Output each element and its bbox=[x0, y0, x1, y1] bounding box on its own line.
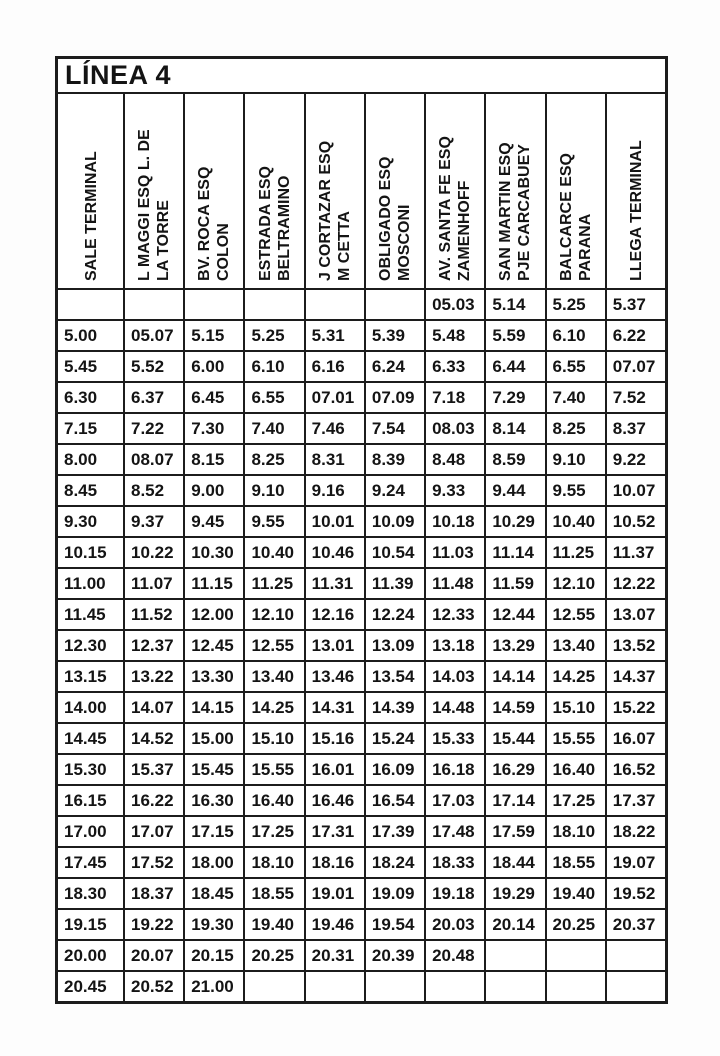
time-cell: 12.10 bbox=[545, 569, 605, 598]
time-cell: 13.01 bbox=[304, 631, 364, 660]
time-cell: 12.45 bbox=[183, 631, 243, 660]
time-cell: 05.07 bbox=[123, 321, 183, 350]
time-cell: 11.14 bbox=[484, 538, 544, 567]
table-row bbox=[58, 412, 665, 443]
time-cell: 10.09 bbox=[364, 507, 424, 536]
time-cell: 07.01 bbox=[304, 383, 364, 412]
time-cell: 13.29 bbox=[484, 631, 544, 660]
time-cell: 16.29 bbox=[484, 755, 544, 784]
time-cell: 08.03 bbox=[424, 414, 484, 443]
time-cell: 15.24 bbox=[364, 724, 424, 753]
table-row bbox=[58, 567, 665, 598]
time-cell: 6.55 bbox=[243, 383, 303, 412]
time-cell: 05.03 bbox=[424, 290, 484, 319]
time-cell: 7.46 bbox=[304, 414, 364, 443]
table-row bbox=[58, 629, 665, 660]
time-cell bbox=[58, 290, 123, 319]
time-cell: 8.48 bbox=[424, 445, 484, 474]
time-cell: 14.25 bbox=[545, 662, 605, 691]
time-cell bbox=[243, 972, 303, 1001]
time-cell: 12.55 bbox=[545, 600, 605, 629]
time-cell: 19.22 bbox=[123, 910, 183, 939]
time-cell: 15.45 bbox=[183, 755, 243, 784]
time-cell: 5.14 bbox=[484, 290, 544, 319]
table-row bbox=[58, 970, 665, 1001]
time-cell: 15.10 bbox=[243, 724, 303, 753]
time-cell: 9.24 bbox=[364, 476, 424, 505]
time-cell: 5.25 bbox=[545, 290, 605, 319]
time-cell: 5.25 bbox=[243, 321, 303, 350]
time-cell: 20.25 bbox=[243, 941, 303, 970]
time-cell: 15.33 bbox=[424, 724, 484, 753]
time-cell: 19.30 bbox=[183, 910, 243, 939]
time-cell: 7.29 bbox=[484, 383, 544, 412]
time-cell bbox=[605, 941, 665, 970]
time-cell: 11.07 bbox=[123, 569, 183, 598]
time-cell: 15.30 bbox=[64, 759, 107, 779]
time-cell: 10.18 bbox=[424, 507, 484, 536]
time-cell: 5.15 bbox=[183, 321, 243, 350]
table-row bbox=[58, 319, 665, 350]
time-cell: 8.25 bbox=[243, 445, 303, 474]
time-cell: 7.15 bbox=[64, 418, 98, 438]
time-cell: 6.10 bbox=[243, 352, 303, 381]
table-row bbox=[58, 350, 665, 381]
time-cell bbox=[605, 972, 665, 1001]
time-cell: 10.46 bbox=[304, 538, 364, 567]
time-cell bbox=[243, 290, 303, 319]
time-cell: 14.37 bbox=[605, 662, 665, 691]
time-cell: 21.00 bbox=[183, 972, 243, 1001]
time-cell: 14.39 bbox=[364, 693, 424, 722]
time-cell: 20.39 bbox=[364, 941, 424, 970]
time-cell: 15.10 bbox=[545, 693, 605, 722]
time-cell: 13.52 bbox=[605, 631, 665, 660]
table-row bbox=[58, 877, 665, 908]
header-label: BV. ROCA ESQ COLON bbox=[196, 166, 233, 281]
time-cell: 15.00 bbox=[183, 724, 243, 753]
time-cell: 16.18 bbox=[424, 755, 484, 784]
time-cell: 14.48 bbox=[424, 693, 484, 722]
time-cell: 16.52 bbox=[605, 755, 665, 784]
time-cell: 5.31 bbox=[304, 321, 364, 350]
time-cell: 11.03 bbox=[424, 538, 484, 567]
time-cell: 16.07 bbox=[605, 724, 665, 753]
time-cell: 17.39 bbox=[364, 817, 424, 846]
time-cell: 11.45 bbox=[64, 604, 106, 624]
time-cell: 14.45 bbox=[64, 728, 107, 748]
time-cell: 11.37 bbox=[605, 538, 665, 567]
time-cell bbox=[484, 972, 544, 1001]
time-cell: 17.14 bbox=[484, 786, 544, 815]
header-label: SALE TERMINAL bbox=[82, 151, 99, 281]
time-cell: 10.22 bbox=[123, 538, 183, 567]
time-cell: 11.25 bbox=[545, 538, 605, 567]
time-cell: 9.00 bbox=[183, 476, 243, 505]
time-cell: 18.10 bbox=[545, 817, 605, 846]
time-cell: 8.14 bbox=[484, 414, 544, 443]
time-cell: 6.24 bbox=[364, 352, 424, 381]
time-cell: 18.37 bbox=[123, 879, 183, 908]
header-cell-3 bbox=[243, 94, 303, 288]
time-cell: 18.44 bbox=[484, 848, 544, 877]
time-cell: 8.00 bbox=[64, 449, 98, 469]
table-row bbox=[58, 474, 665, 505]
time-cell: 10.54 bbox=[364, 538, 424, 567]
table-row bbox=[58, 660, 665, 691]
time-cell: 15.37 bbox=[123, 755, 183, 784]
time-cell: 20.00 bbox=[64, 945, 107, 965]
time-cell: 14.14 bbox=[484, 662, 544, 691]
time-cell: 18.22 bbox=[605, 817, 665, 846]
time-cell: 9.33 bbox=[424, 476, 484, 505]
time-cell: 18.30 bbox=[64, 883, 107, 903]
time-cell: 11.00 bbox=[64, 573, 106, 593]
time-cell: 14.03 bbox=[424, 662, 484, 691]
time-cell: 6.10 bbox=[545, 321, 605, 350]
time-cell bbox=[364, 972, 424, 1001]
table-row bbox=[58, 908, 665, 939]
time-cell: 11.25 bbox=[243, 569, 303, 598]
header-cell-7 bbox=[484, 94, 544, 288]
time-cell: 07.07 bbox=[605, 352, 665, 381]
time-cell: 15.22 bbox=[605, 693, 665, 722]
time-cell: 9.55 bbox=[545, 476, 605, 505]
table-row bbox=[58, 815, 665, 846]
time-cell: 16.46 bbox=[304, 786, 364, 815]
time-cell bbox=[304, 290, 364, 319]
time-cell: 9.30 bbox=[64, 511, 98, 531]
time-cell: 17.45 bbox=[64, 852, 107, 872]
time-cell: 19.18 bbox=[424, 879, 484, 908]
time-cell: 17.25 bbox=[545, 786, 605, 815]
time-cell: 17.00 bbox=[64, 821, 107, 841]
header-cell-0 bbox=[58, 94, 123, 288]
time-cell: 20.25 bbox=[545, 910, 605, 939]
time-cell: 16.01 bbox=[304, 755, 364, 784]
time-cell: 9.16 bbox=[304, 476, 364, 505]
time-cell: 5.39 bbox=[364, 321, 424, 350]
time-cell: 6.16 bbox=[304, 352, 364, 381]
table-row bbox=[58, 939, 665, 970]
time-cell: 20.48 bbox=[424, 941, 484, 970]
time-cell: 5.00 bbox=[64, 325, 98, 345]
time-cell: 12.55 bbox=[243, 631, 303, 660]
time-cell: 10.07 bbox=[605, 476, 665, 505]
time-cell: 10.29 bbox=[484, 507, 544, 536]
time-cell: 16.22 bbox=[123, 786, 183, 815]
header-label: LLEGA TERMINAL bbox=[627, 140, 645, 281]
header-label: AV. SANTA FE ESQ ZAMENHOFF bbox=[437, 136, 474, 281]
time-cell: 10.15 bbox=[64, 542, 107, 562]
time-cell: 8.15 bbox=[183, 445, 243, 474]
header-cell-1 bbox=[123, 94, 183, 288]
time-cell: 13.46 bbox=[304, 662, 364, 691]
time-cell: 16.40 bbox=[243, 786, 303, 815]
time-cell: 17.31 bbox=[304, 817, 364, 846]
time-cell: 20.37 bbox=[605, 910, 665, 939]
time-cell: 11.39 bbox=[364, 569, 424, 598]
time-cell: 17.37 bbox=[605, 786, 665, 815]
time-cell: 18.16 bbox=[304, 848, 364, 877]
time-cell: 17.25 bbox=[243, 817, 303, 846]
time-cell: 18.55 bbox=[545, 848, 605, 877]
time-cell: 6.33 bbox=[424, 352, 484, 381]
time-cell: 17.07 bbox=[123, 817, 183, 846]
time-cell: 13.18 bbox=[424, 631, 484, 660]
time-cell: 16.15 bbox=[64, 790, 107, 810]
time-cell: 7.40 bbox=[545, 383, 605, 412]
header-label: L MAGGI ESQ L. DE LA TORRE bbox=[136, 129, 173, 281]
time-cell: 18.24 bbox=[364, 848, 424, 877]
time-cell: 19.01 bbox=[304, 879, 364, 908]
time-cell: 17.15 bbox=[183, 817, 243, 846]
header-label: ESTRADA ESQ BELTRAMINO bbox=[256, 166, 293, 281]
time-cell: 5.52 bbox=[123, 352, 183, 381]
table-row bbox=[58, 784, 665, 815]
time-cell: 13.22 bbox=[123, 662, 183, 691]
time-cell: 10.40 bbox=[243, 538, 303, 567]
time-cell: 12.24 bbox=[364, 600, 424, 629]
time-cell: 20.45 bbox=[64, 976, 107, 996]
time-cell: 17.59 bbox=[484, 817, 544, 846]
time-cell: 20.52 bbox=[123, 972, 183, 1001]
header-cell-2 bbox=[183, 94, 243, 288]
time-cell: 14.31 bbox=[304, 693, 364, 722]
time-cell: 9.37 bbox=[123, 507, 183, 536]
time-cell: 6.00 bbox=[183, 352, 243, 381]
time-cell bbox=[545, 972, 605, 1001]
time-cell: 20.15 bbox=[183, 941, 243, 970]
time-cell: 15.55 bbox=[545, 724, 605, 753]
header-cell-6 bbox=[424, 94, 484, 288]
time-cell: 19.54 bbox=[364, 910, 424, 939]
time-cell: 14.25 bbox=[243, 693, 303, 722]
header-label: SAN MARTIN ESQ PJE CARCABUEY bbox=[497, 142, 534, 281]
time-cell: 20.14 bbox=[484, 910, 544, 939]
table-row bbox=[58, 536, 665, 567]
time-cell: 7.52 bbox=[605, 383, 665, 412]
time-cell: 19.09 bbox=[364, 879, 424, 908]
table-title: LÍNEA 4 bbox=[58, 59, 665, 94]
time-cell: 19.46 bbox=[304, 910, 364, 939]
table-row bbox=[58, 722, 665, 753]
time-cell: 9.44 bbox=[484, 476, 544, 505]
time-cell: 14.00 bbox=[64, 697, 107, 717]
time-cell: 12.30 bbox=[64, 635, 107, 655]
time-cell: 7.40 bbox=[243, 414, 303, 443]
time-cell: 9.10 bbox=[243, 476, 303, 505]
table-row bbox=[58, 846, 665, 877]
time-cell: 7.18 bbox=[424, 383, 484, 412]
time-cell bbox=[545, 941, 605, 970]
time-cell: 14.59 bbox=[484, 693, 544, 722]
time-cell: 12.10 bbox=[243, 600, 303, 629]
time-cell: 10.30 bbox=[183, 538, 243, 567]
time-cell: 6.30 bbox=[64, 387, 98, 407]
time-cell: 16.54 bbox=[364, 786, 424, 815]
time-cell: 20.31 bbox=[304, 941, 364, 970]
time-cell: 12.33 bbox=[424, 600, 484, 629]
time-cell bbox=[183, 290, 243, 319]
time-cell: 14.15 bbox=[183, 693, 243, 722]
time-cell: 18.55 bbox=[243, 879, 303, 908]
time-cell: 15.44 bbox=[484, 724, 544, 753]
time-cell: 7.54 bbox=[364, 414, 424, 443]
header-label: J CORTAZAR ESQ M CETTA bbox=[316, 140, 353, 281]
time-cell: 13.40 bbox=[545, 631, 605, 660]
time-cell: 13.30 bbox=[183, 662, 243, 691]
time-cell: 15.55 bbox=[243, 755, 303, 784]
table-row bbox=[58, 505, 665, 536]
time-cell: 16.40 bbox=[545, 755, 605, 784]
time-cell: 19.40 bbox=[243, 910, 303, 939]
time-cell: 9.55 bbox=[243, 507, 303, 536]
time-cell: 8.37 bbox=[605, 414, 665, 443]
time-cell: 14.52 bbox=[123, 724, 183, 753]
time-cell: 19.52 bbox=[605, 879, 665, 908]
time-cell: 5.59 bbox=[484, 321, 544, 350]
time-cell: 13.09 bbox=[364, 631, 424, 660]
time-cell: 17.52 bbox=[123, 848, 183, 877]
time-cell: 16.09 bbox=[364, 755, 424, 784]
time-cell bbox=[484, 941, 544, 970]
time-cell: 9.10 bbox=[545, 445, 605, 474]
table-body bbox=[58, 290, 665, 1001]
time-cell: 9.45 bbox=[183, 507, 243, 536]
time-cell: 5.48 bbox=[424, 321, 484, 350]
time-cell bbox=[364, 290, 424, 319]
time-cell: 8.59 bbox=[484, 445, 544, 474]
time-cell: 12.44 bbox=[484, 600, 544, 629]
time-cell: 16.30 bbox=[183, 786, 243, 815]
time-cell: 17.03 bbox=[424, 786, 484, 815]
time-cell: 6.55 bbox=[545, 352, 605, 381]
time-cell: 15.16 bbox=[304, 724, 364, 753]
time-cell: 13.54 bbox=[364, 662, 424, 691]
time-cell: 6.22 bbox=[605, 321, 665, 350]
time-cell: 12.22 bbox=[605, 569, 665, 598]
header-row bbox=[58, 94, 665, 290]
table-row bbox=[58, 598, 665, 629]
time-cell: 18.33 bbox=[424, 848, 484, 877]
time-cell: 07.09 bbox=[364, 383, 424, 412]
time-cell: 08.07 bbox=[123, 445, 183, 474]
time-cell: 8.39 bbox=[364, 445, 424, 474]
time-cell: 20.03 bbox=[424, 910, 484, 939]
time-cell: 8.25 bbox=[545, 414, 605, 443]
time-cell: 14.07 bbox=[123, 693, 183, 722]
time-cell: 13.07 bbox=[605, 600, 665, 629]
time-cell: 13.40 bbox=[243, 662, 303, 691]
time-cell: 8.45 bbox=[64, 480, 98, 500]
time-cell: 10.40 bbox=[545, 507, 605, 536]
header-label: OBLIGADO ESQ MOSCONI bbox=[376, 156, 413, 281]
time-cell: 5.45 bbox=[64, 356, 98, 376]
time-cell: 12.16 bbox=[304, 600, 364, 629]
schedule-table bbox=[55, 56, 668, 1004]
time-cell: 6.44 bbox=[484, 352, 544, 381]
table-row bbox=[58, 753, 665, 784]
time-cell: 13.15 bbox=[64, 666, 107, 686]
time-cell: 19.40 bbox=[545, 879, 605, 908]
time-cell: 9.22 bbox=[605, 445, 665, 474]
time-cell: 10.52 bbox=[605, 507, 665, 536]
time-cell: 11.59 bbox=[484, 569, 544, 598]
time-cell: 18.45 bbox=[183, 879, 243, 908]
time-cell: 8.52 bbox=[123, 476, 183, 505]
time-cell: 11.15 bbox=[183, 569, 243, 598]
time-cell: 19.15 bbox=[64, 914, 107, 934]
time-cell bbox=[424, 972, 484, 1001]
time-cell: 18.00 bbox=[183, 848, 243, 877]
time-cell: 5.37 bbox=[605, 290, 665, 319]
time-cell bbox=[123, 290, 183, 319]
time-cell: 19.29 bbox=[484, 879, 544, 908]
time-cell: 17.48 bbox=[424, 817, 484, 846]
time-cell: 8.31 bbox=[304, 445, 364, 474]
time-cell: 20.07 bbox=[123, 941, 183, 970]
time-cell: 11.48 bbox=[424, 569, 484, 598]
time-cell: 12.00 bbox=[183, 600, 243, 629]
time-cell: 7.22 bbox=[123, 414, 183, 443]
header-cell-5 bbox=[364, 94, 424, 288]
time-cell bbox=[304, 972, 364, 1001]
table-row bbox=[58, 381, 665, 412]
time-cell: 12.37 bbox=[123, 631, 183, 660]
time-cell: 10.01 bbox=[304, 507, 364, 536]
header-cell-9 bbox=[605, 94, 665, 288]
header-cell-8 bbox=[545, 94, 605, 288]
header-label: BALCARCE ESQ PARANA bbox=[557, 152, 594, 281]
header-cell-4 bbox=[304, 94, 364, 288]
table-row bbox=[58, 691, 665, 722]
time-cell: 6.37 bbox=[123, 383, 183, 412]
table-row bbox=[58, 290, 665, 319]
time-cell: 7.30 bbox=[183, 414, 243, 443]
time-cell: 11.52 bbox=[123, 600, 183, 629]
time-cell: 18.10 bbox=[243, 848, 303, 877]
time-cell: 6.45 bbox=[183, 383, 243, 412]
time-cell: 11.31 bbox=[304, 569, 364, 598]
time-cell: 19.07 bbox=[605, 848, 665, 877]
table-row bbox=[58, 443, 665, 474]
